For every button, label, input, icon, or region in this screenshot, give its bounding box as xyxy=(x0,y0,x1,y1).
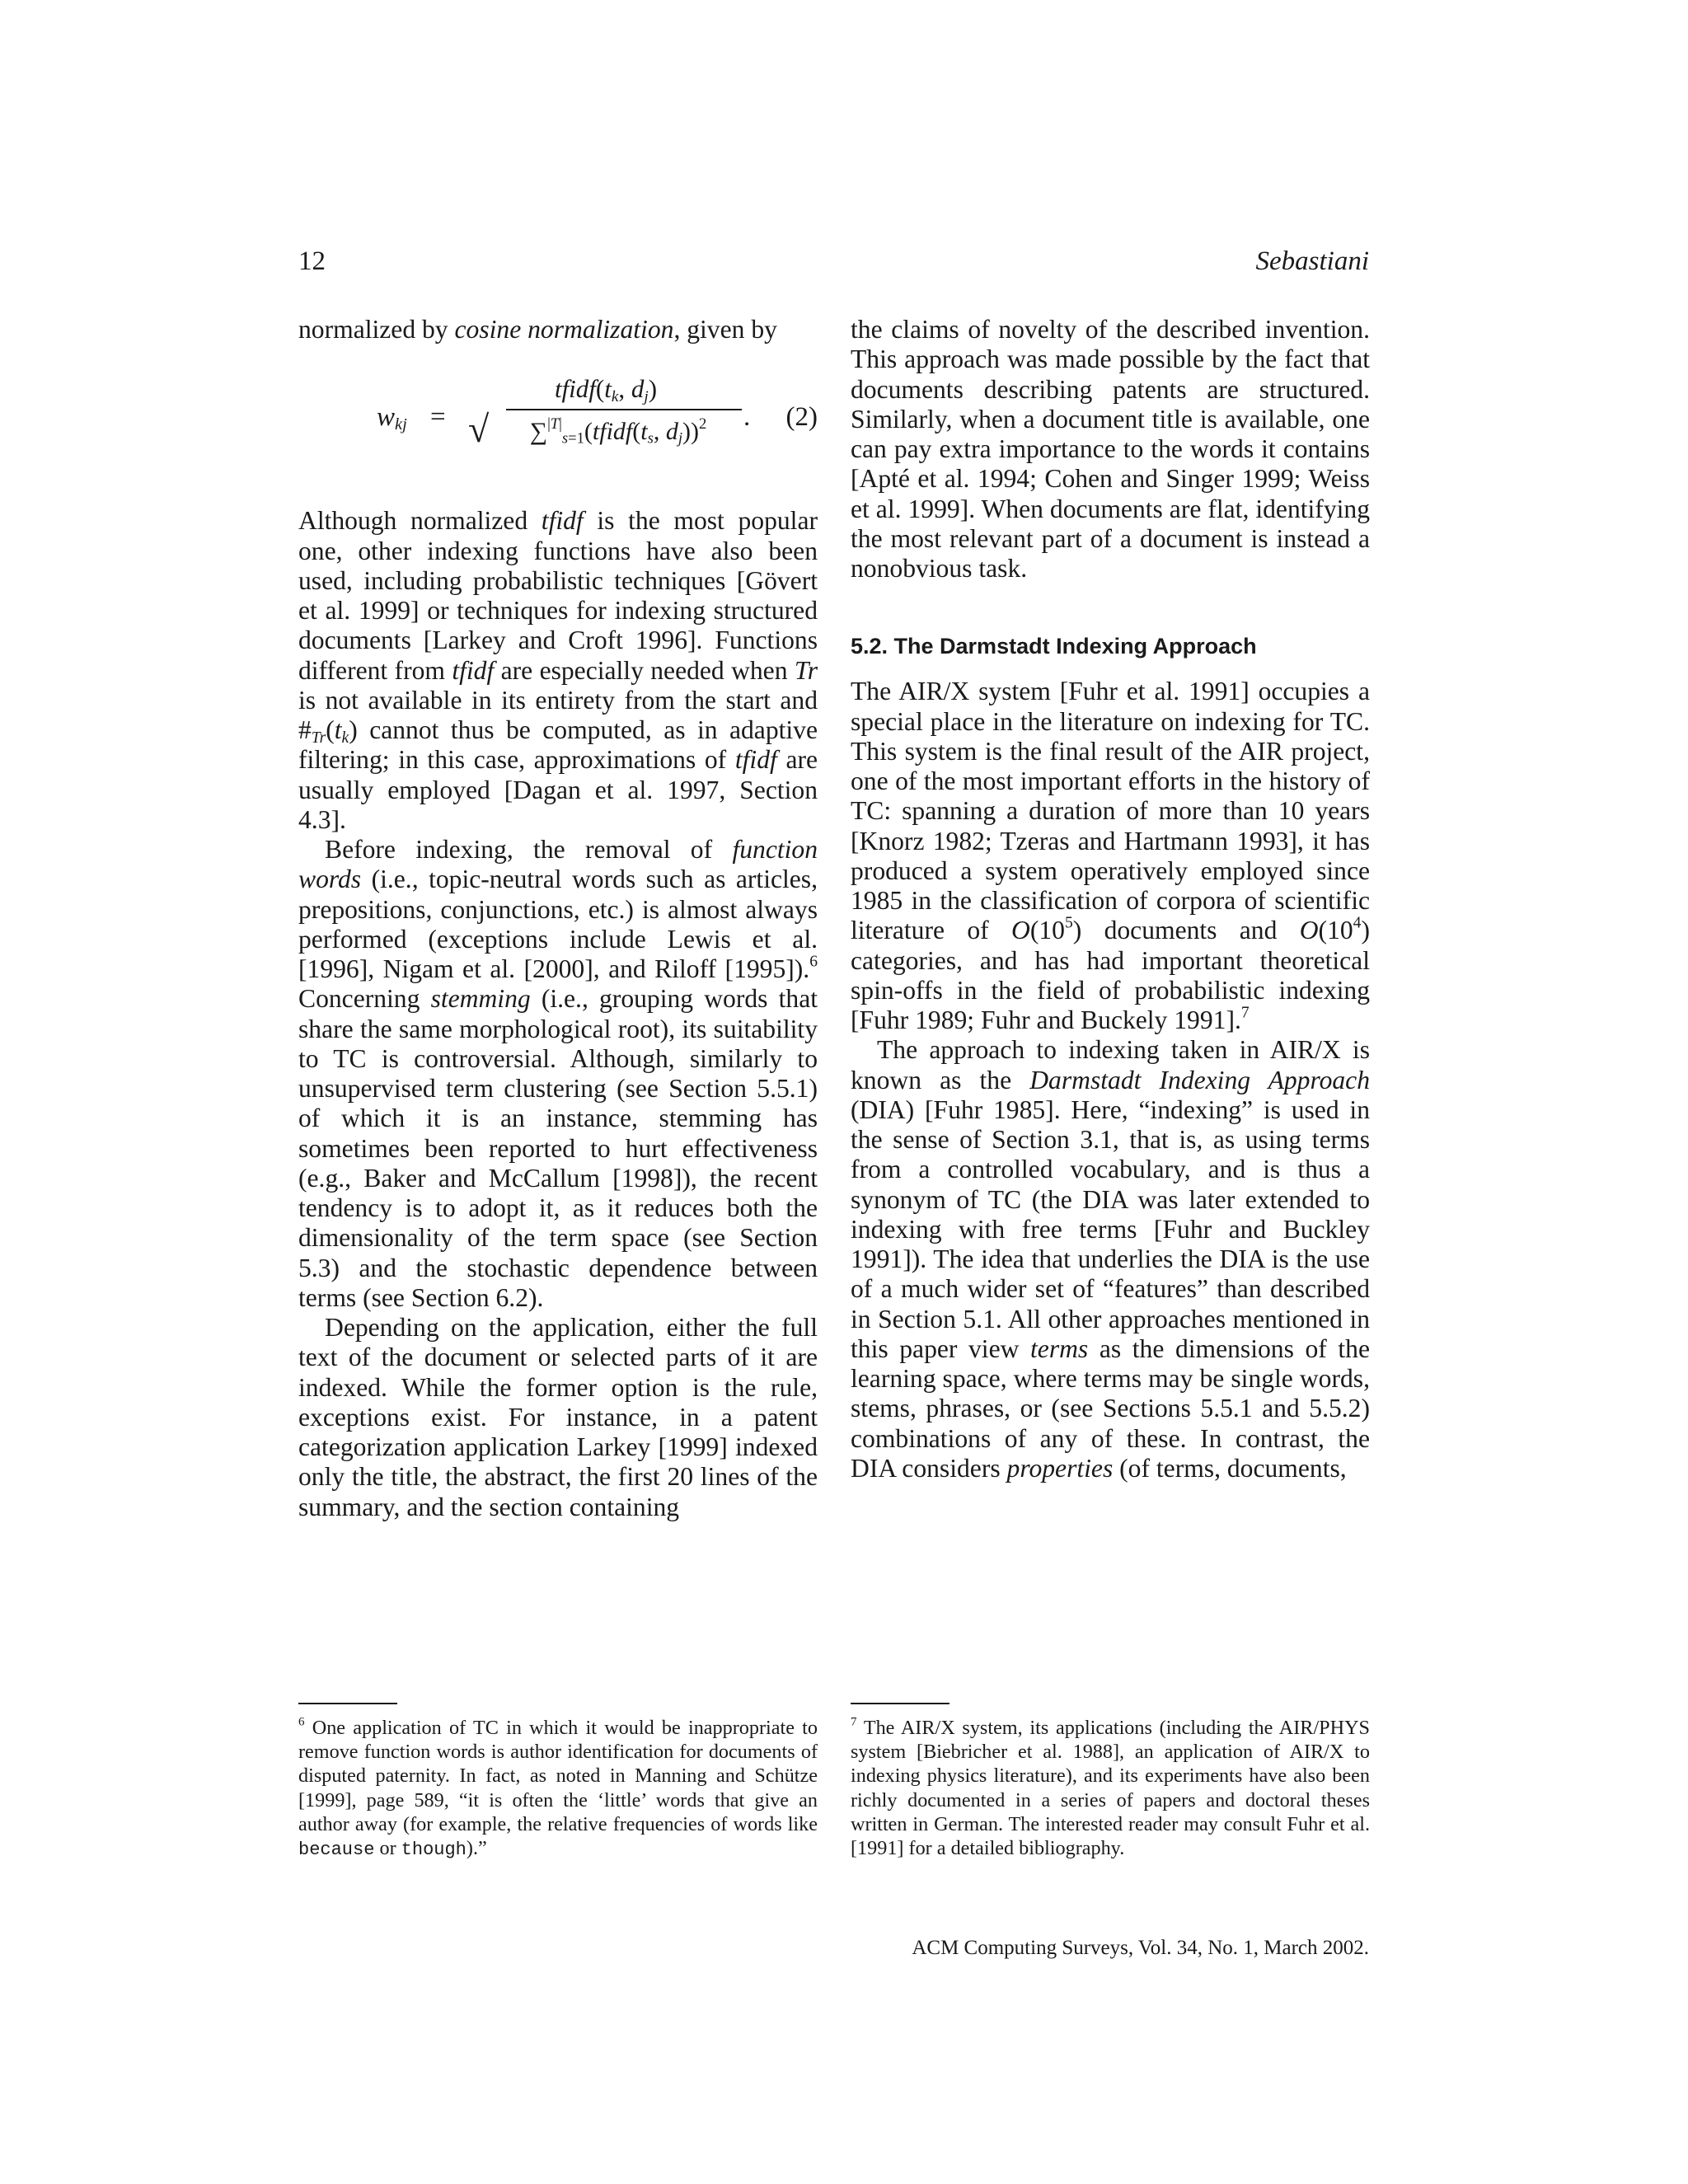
footnote-rule-right xyxy=(851,1703,950,1704)
right-column xyxy=(851,315,1370,1483)
journal-footer: ACM Computing Surveys, Vol. 34, No. 1, March 2002. xyxy=(912,1937,1369,1959)
footnote-6: $^6$ One application of TC in which it would be inappropriate to remove function words is author identification for documents of disputed paternity. In fact, as noted in Manning and Schütze [1999], page 589, “it is often the ‘little’ words that give an author away (for example, the relative frequencies of words like because or though).” xyxy=(298,1715,818,1861)
section-heading: 5.2. The Darmstadt Indexing Approach xyxy=(851,634,1257,659)
footnote-rule-left xyxy=(298,1703,397,1704)
sqrt-icon: √ xyxy=(468,408,490,451)
equation-2 xyxy=(298,366,818,475)
equation-equals: = xyxy=(430,402,446,433)
right-paragraph-3: The approach to indexing taken in AIR/X is known as the Darmstadt Indexing Approach (DIA) [Fuhr 1985]. Here, “indexing” is used in the sense of Section 3.1, that is, as using terms from a controlled vocabulary, and is thus a synonym of TC (the DIA was later extended to indexing with free terms [Fuhr and Buckley 1991]). The idea that underlies the DIA is the use of a much wider set of “features” than described in Section 5.1. All other approaches mentioned in this paper view terms as the dimensions of the learning space, where terms may be single words, stems, phrases, or (see Sections 5.5.1 and 5.5.2) combinations of any of these. In contrast, the DIA considers properties (of terms, documents, xyxy=(851,1035,1370,1483)
running-head: Sebastiani xyxy=(1255,246,1369,276)
left-paragraph-3: Before indexing, the removal of function words (i.e., topic-neutral words such as articles, prepositions, conjunctions, etc.) is almost always performed (exceptions include Lewis et al. [1996], Nigam et al. [2000], and Riloff [1995]).$^6$ Concerning stemming (i.e., grouping words that share the same morphological root), its suitability to TC is controversial. Although, similarly to unsupervised term clustering (see Section 5.5.1) of which it is an instance, stemming has sometimes been reported to hurt effectiveness (e.g., Baker and McCallum [1998]), the recent tendency is to adopt it, as it reduces both the dimensionality of the term space (see Section 5.3) and the stochastic dependence between terms (see Section 6.2). xyxy=(298,835,818,1312)
right-paragraph-2: The AIR/X system [Fuhr et al. 1991] occupies a special place in the literature on indexing for TC. This system is the final result of the AIR project, one of the most important efforts in the history of TC: spanning a duration of more than 10 years [Knorz 1982; Tzeras and Hartmann 1993], it has produced a system operatively employed since 1985 in the classification of corpora of scientific literature of $O(10^5)$ documents and $O(10^4)$ categories, and has had important theoretical spin-offs in the field of probabilistic indexing [Fuhr 1989; Fuhr and Buckely 1991].$^7$ xyxy=(851,677,1370,1034)
left-paragraph-1: normalized by cosine normalization, given by xyxy=(298,315,777,344)
equation-number: (2) xyxy=(785,402,818,433)
equation-denominator: √ $\sum^{|T|}_{s=1}(tfidf(t_s$, $d_j))^2$ xyxy=(468,408,707,451)
page-number: 12 xyxy=(298,246,326,276)
left-paragraph-2: Although normalized tfidf is the most popular one, other indexing functions have also been used, including probabilistic techniques [Gövert et al. 1999] or techniques for indexing structured documents [Larkey and Croft 1996]. Functions different from tfidf are especially needed when Tr is not available in its entirety from the start and $\#_{Tr}(t_k)$ cannot thus be computed, as in adaptive filtering; in this case, approximations of tfidf are usually employed [Dagan et al. 1997, Section 4.3]. xyxy=(298,506,818,834)
left-paragraph-4: Depending on the application, either the full text of the document or selected parts of it are indexed. While the former option is the rule, exceptions exist. For instance, in a patent categorization application Larkey [1999] indexed only the title, the abstract, the first 20 lines of the summary, and the section containing xyxy=(298,1313,818,1521)
equation-lhs: $w_{kj}$ xyxy=(377,402,407,434)
equation-fraction xyxy=(470,366,742,450)
equation-numerator: $tfidf(t_k$, $d_j$) xyxy=(554,374,658,406)
equation-period: . xyxy=(743,402,751,433)
fraction-bar xyxy=(506,409,742,410)
footnote-7: $^7$ The AIR/X system, its applications (including the AIR/PHYS system [Biebricher et al. 1988], an application of AIR/X to indexing physics literature), and its experiments have also been richly documented in a series of papers and doctoral theses written in German. The interested reader may consult Fuhr et al. [1991] for a detailed bibliography. xyxy=(851,1715,1370,1860)
left-column xyxy=(298,315,818,1522)
right-paragraph-1: the claims of novelty of the described invention. This approach was made possible by the fact that documents describing patents are structured. Similarly, when a document title is available, one can pay extra importance to the words it contains [Apté et al. 1994; Cohen and Singer 1999; Weiss et al. 1999]. When documents are flat, identifying the most relevant part of a document is instead a nonobvious task. xyxy=(851,315,1370,583)
